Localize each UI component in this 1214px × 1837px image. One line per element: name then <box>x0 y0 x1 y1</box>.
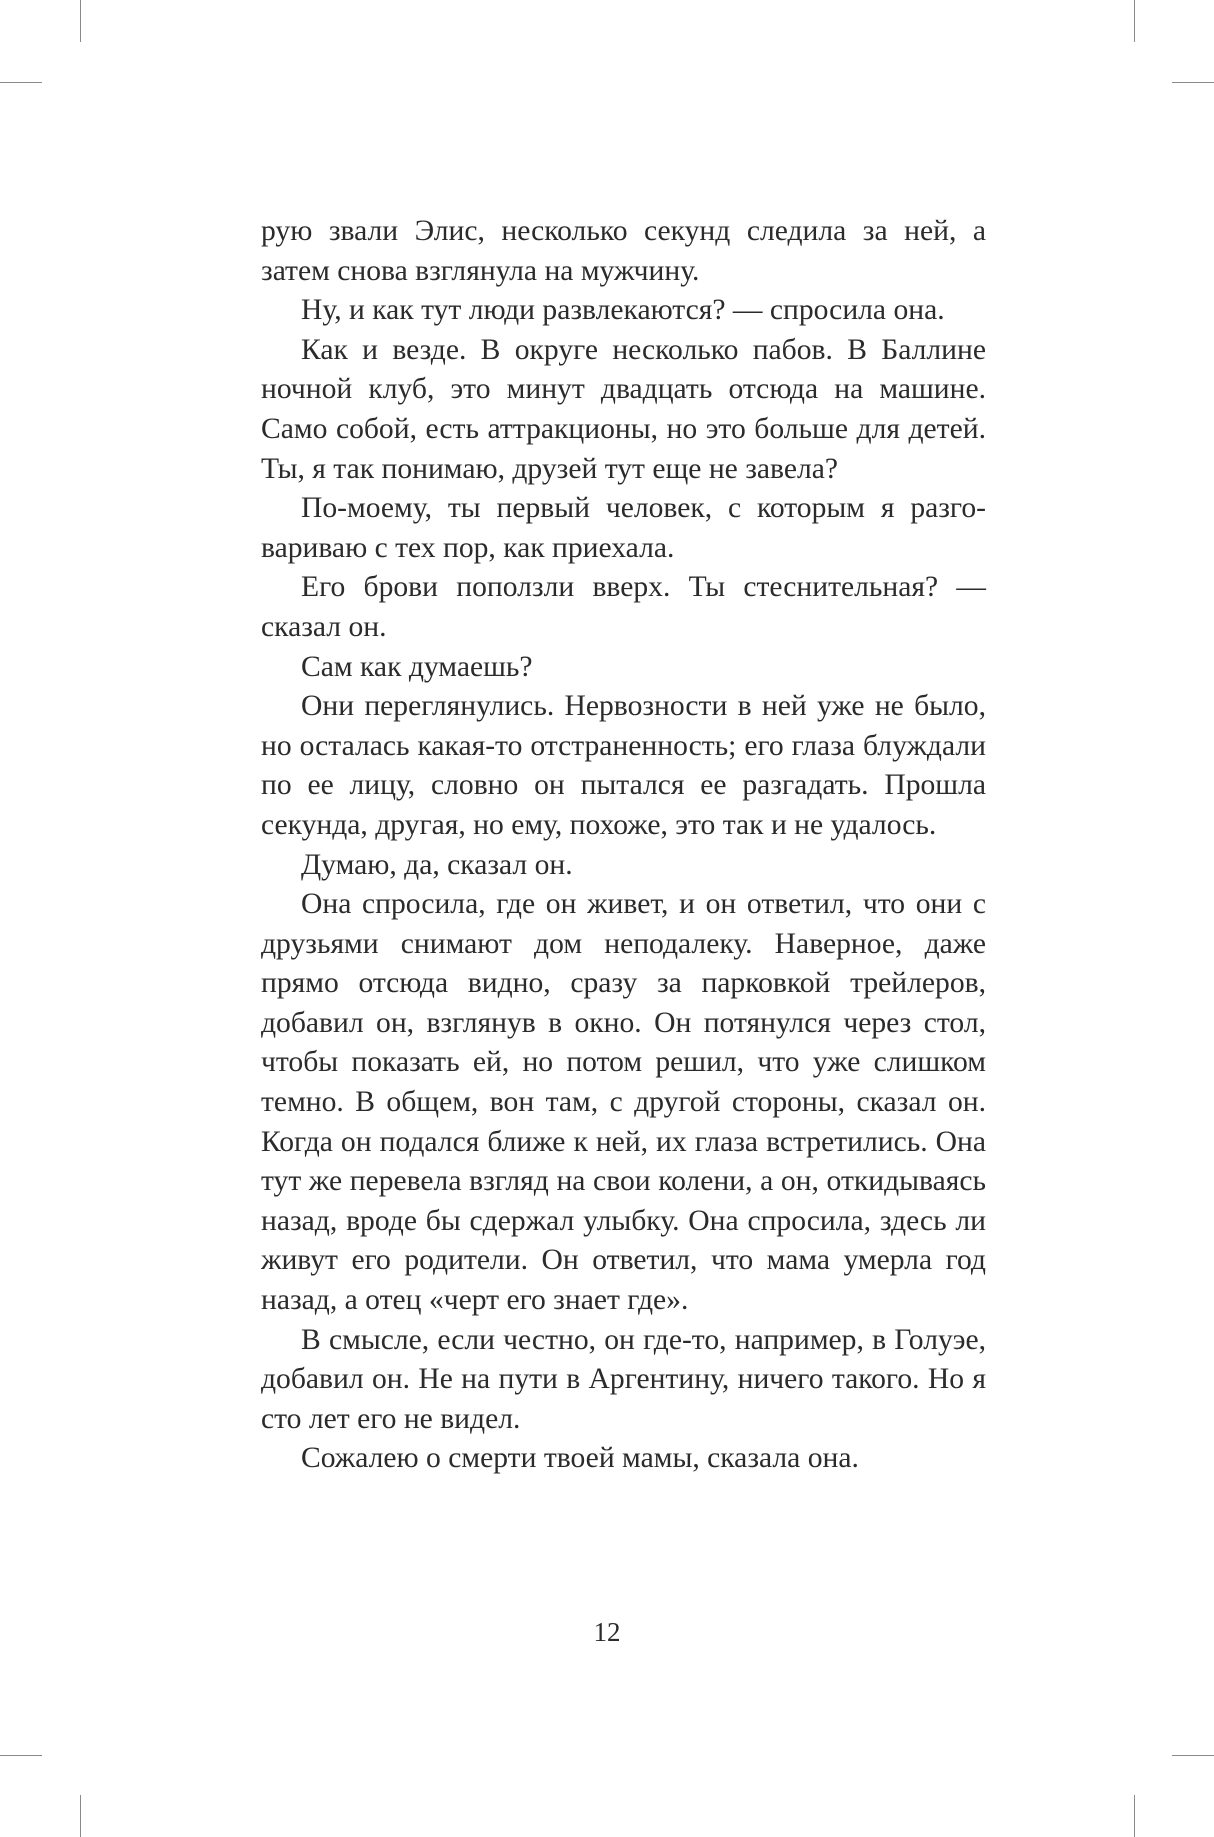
crop-mark-top-left-vertical <box>80 0 81 42</box>
crop-mark-bottom-right-horizontal <box>1172 1755 1214 1756</box>
body-text <box>261 212 986 1479</box>
paragraph: Сам как думаешь? <box>301 650 533 683</box>
page-number: 12 <box>593 1617 621 1647</box>
paragraph: Ну, и как тут люди развлекаются? — спросила она. <box>301 294 945 327</box>
paragraph: Сожалею о смерти твоей мамы, сказала она. <box>301 1442 859 1475</box>
crop-mark-top-right-vertical <box>1134 0 1135 42</box>
crop-mark-top-right-horizontal <box>1172 82 1214 83</box>
paragraph: По-моему, ты первый человек, с которым я разговариваю с тех пор, как приехала. <box>261 492 986 564</box>
paragraph: Как и везде. В округе несколько пабов. В Баллине ночной клуб, это минут двадцать отсюда на машине. Само собой, есть аттракционы, но это больше для детей. Ты, я так понимаю, друзей тут еще не завела? <box>261 333 986 485</box>
paragraph: В смысле, если честно, он где-то, например, в Голуэе, добавил он. Не на пути в Аргентину, ничего такого. Но я сто лет его не видел. <box>261 1323 986 1435</box>
crop-mark-bottom-left-horizontal <box>0 1755 42 1756</box>
crop-mark-top-left-horizontal <box>0 82 42 83</box>
paragraph: Думаю, да, сказал он. <box>301 848 573 881</box>
crop-mark-bottom-right-vertical <box>1134 1795 1135 1837</box>
crop-mark-bottom-left-vertical <box>80 1795 81 1837</box>
paragraph: Они переглянулись. Нервозности в ней уже не было, но осталась какая-то отстраненность; его глаза блуждали по ее лицу, словно он пытался ее разгадать. Прошла секунда, другая, но ему, похоже, это так и не удалось. <box>261 690 986 841</box>
paragraph: рую звали Элис, несколько секунд следила за ней, а затем снова взглянула на мужчину. <box>261 215 986 287</box>
paragraph: Она спросила, где он живет, и он ответил, что они с друзьями снимают дом неподалеку. Наверное, даже прямо отсюда видно, сразу за парковкой трейлеров, добавил он, взглянув в окно. Он потянулся через стол, чтобы показать ей, но потом решил, что уже слишком темно. В общем, вон там, с другой стороны, сказал он. Когда он подался ближе к ней, их глаза встретились. Она тут же перевела взгляд на свои колени, а он, откидываясь назад, вроде бы сдержал улыбку. Она спросила, здесь ли живут его родители. Он ответил, что мама умерла год назад, а отец «черт его знает где». <box>261 888 986 1317</box>
paragraph: Его брови поползли вверх. Ты стеснительная? — сказал он. <box>261 571 986 643</box>
